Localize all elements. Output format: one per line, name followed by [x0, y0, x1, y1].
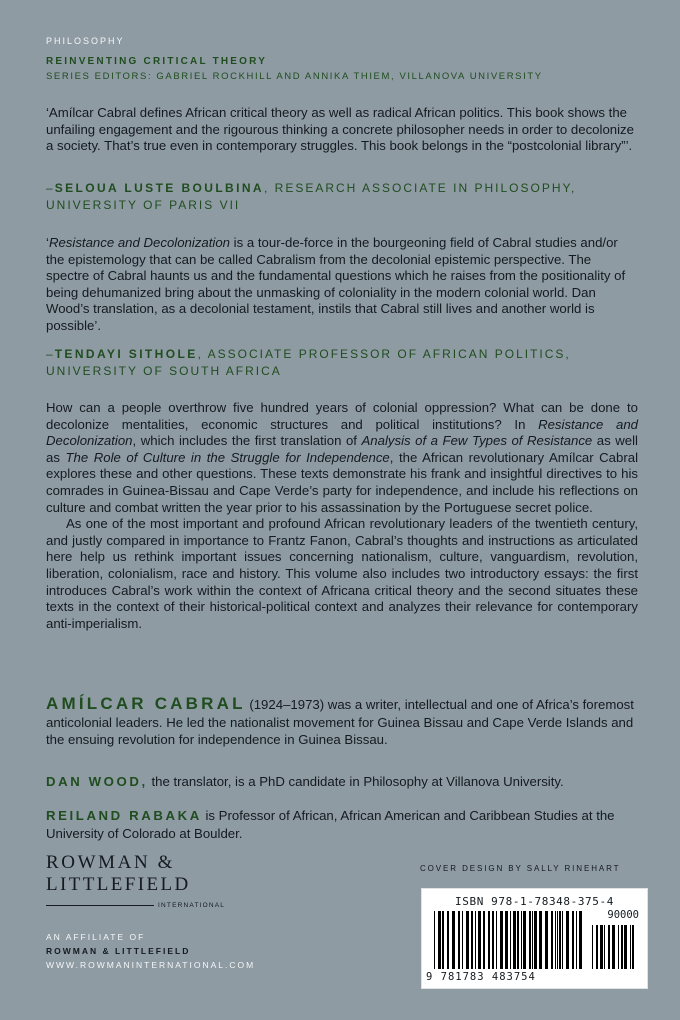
author-bio-cabral: [46, 695, 638, 749]
endorser-affiliation: , RESEARCH ASSOCIATE IN PHILOSOPHY, UNIVERSITY OF PARIS VII: [46, 181, 577, 212]
barcode-bar: [500, 911, 503, 969]
publisher-website[interactable]: WWW.ROWMANINTERNATIONAL.COM: [46, 960, 256, 970]
barcode-bar: [452, 911, 455, 969]
barcode-bar: [462, 911, 463, 969]
publisher-affiliation: [46, 930, 255, 972]
barcode-bar: [492, 911, 494, 969]
barcode-bar: [608, 925, 610, 969]
barcode-bar: [447, 911, 449, 969]
barcode-bar: [510, 911, 511, 969]
description-paragraph-1: How can a people overthrow five hundred years of colonial oppression? What can be done to decolonize mentalities, economic structures and political institutions? In Resistance and Decolonization, which includes the first translation of Analysis of a Few Types of Resistance as well as The Role of Culture in the Struggle for Independence, the African revolutionary Amílcar Cabral explores these and other questions. These texts demonstrate his frank and insightful directives to his comrades in Guinea-Bissau and Cape Verde’s party for independence, and include his reflections on culture and combat written the year prior to his assassination by the Portuguese secret police.: [46, 400, 639, 515]
barcode-bar: [618, 925, 619, 969]
affiliate-name: ROWMAN & LITTLEFIELD: [46, 946, 191, 956]
barcode-bar: [576, 911, 577, 969]
logo-rule: [46, 905, 154, 906]
barcode-bar: [545, 911, 548, 969]
barcode-bar: [632, 925, 634, 969]
endorsement-attribution-1: –SELOUA LUSTE BOULBINA, RESEARCH ASSOCIATE IN PHILOSOPHY, UNIVERSITY OF PARIS VII: [46, 181, 577, 212]
barcode-bar: [621, 925, 623, 969]
barcode-bar: [513, 911, 516, 969]
barcode-bar: [555, 911, 556, 969]
category-label: PHILOSOPHY: [46, 36, 125, 46]
barcode-bar: [572, 911, 574, 969]
barcode-bar: [532, 911, 533, 969]
quote-open-mark: ‘: [46, 235, 49, 250]
barcode-bar: [534, 911, 537, 969]
book-description: [46, 400, 638, 632]
barcode-bar: [483, 911, 485, 969]
barcode-bar: [596, 925, 598, 969]
barcode-bar: [600, 925, 603, 969]
barcode-bar: [551, 911, 553, 969]
isbn-barcode: [421, 888, 648, 989]
bio-name: AMÍLCAR CABRAL: [46, 694, 246, 713]
barcode-bar: [521, 911, 522, 969]
series-title: REINVENTING CRITICAL THEORY: [46, 56, 268, 67]
barcode-bar: [559, 911, 561, 969]
barcode-bar: [562, 911, 563, 969]
publisher-line-1: ROWMAN &: [46, 852, 175, 873]
quote-body: is a tour-de-force in the bourgeoning field of Cabral studies and/or the epistemology that can be called Cabralism from the decolonial epistemic perspective. The spectre of Cabral haunts us and the fundamental questions which he raises from the positionality of being dehumanized bring about the unmasking of coloniality in the modern colonial world. Dan Wood’s translation, as a decolonial testament, instils that Cabral still lives and another world is possible’.: [46, 235, 626, 333]
isbn-text: ISBN 978-1-78348-375-4: [455, 895, 614, 908]
barcode-bar: [471, 911, 473, 969]
barcode-bar: [624, 925, 627, 969]
publisher-intl: INTERNATIONAL: [158, 901, 226, 909]
barcode-bar: [592, 925, 593, 969]
barcode-bar: [604, 925, 605, 969]
price-addon: 90000: [607, 909, 639, 921]
barcode-digits: 9 781783 483754: [426, 971, 536, 983]
barcode-bar: [523, 911, 526, 969]
endorser-name: SELOUA LUSTE BOULBINA: [54, 181, 264, 195]
barcode-bar: [478, 911, 481, 969]
editor-bio-rabaka: [46, 807, 638, 842]
barcode-bar: [517, 911, 519, 969]
cover-design-credit: COVER DESIGN BY SALLY RINEHART: [420, 864, 621, 873]
bio-name: REILAND RABAKA: [46, 808, 202, 823]
barcode-bar: [630, 925, 631, 969]
barcode-bar: [434, 911, 435, 969]
bio-text: is Professor of African, African American and Caribbean Studies at the University of Colorado at Boulder.: [46, 808, 615, 841]
barcode-bar: [529, 911, 531, 969]
bio-text: the translator, is a PhD candidate in Philosophy at Villanova University.: [147, 774, 564, 789]
endorser-affiliation: , ASSOCIATE PROFESSOR OF AFRICAN POLITICS, UNIVERSITY OF SOUTH AFRICA: [46, 347, 571, 378]
barcode-bar: [475, 911, 476, 969]
barcode-bar: [458, 911, 460, 969]
publisher-line-2: LITTLEFIELD: [46, 874, 191, 895]
barcode-bar: [442, 911, 444, 969]
series-editors: SERIES EDITORS: GABRIEL ROCKHILL AND ANNIKA THIEM, VILLANOVA UNIVERSITY: [46, 71, 543, 82]
barcode-bar: [438, 911, 441, 969]
endorsement-quote-2: [46, 235, 638, 335]
endorsement-quote-1: ‘Amílcar Cabral defines African critical theory as well as radical African politics. This book shows the unfailing engagement and the rigourous thinking a concrete philosopher needs in order to decolonize a society. That’s true even in contemporary struggles. This book belongs in the “postcolonial library”’.: [46, 105, 634, 154]
translator-bio-wood: [46, 773, 638, 791]
barcode-bar: [566, 911, 569, 969]
bio-name: DAN WOOD,: [46, 774, 148, 789]
barcode-bars: [434, 911, 584, 971]
barcode-bar: [612, 925, 615, 969]
barcode-bar: [557, 911, 558, 969]
barcode-bar: [496, 911, 497, 969]
endorsement-attribution-2: –TENDAYI SITHOLE, ASSOCIATE PROFESSOR OF AFRICAN POLITICS, UNIVERSITY OF SOUTH AFRICA: [46, 347, 571, 378]
bio-text: (1924–1973) was a writer, intellectual and one of Africa’s foremost anticolonial leaders. He led the nationalist movement for Guinea Bissau and Cape Verde Islands and the ensuing revolution for independence in Guinea Bissau.: [46, 697, 634, 747]
barcode-bar: [505, 911, 508, 969]
affiliate-label: AN AFFILIATE OF: [46, 932, 146, 942]
description-paragraph-2: As one of the most important and profound African revolutionary leaders of the twentieth century, and justly compared in importance to Frantz Fanon, Cabral’s thoughts and instructions as articulated here help us rethink important issues concerning nationalism, culture, vanguardism, revolution, liberation, colonialism, race and history. This volume also includes two introductory essays: the first introduces Cabral’s work within the context of Africana critical theory and the second situates these texts in the context of their historical-political context and analyzes their relevance for contemporary anti-imperialism.: [46, 516, 638, 631]
book-title: Resistance and Decolonization: [48, 235, 231, 250]
barcode-bar: [466, 911, 469, 969]
barcode-bar: [488, 911, 490, 969]
barcode-bar: [579, 911, 582, 969]
addon-bars: [592, 925, 638, 983]
endorser-name: TENDAYI SITHOLE: [54, 347, 198, 361]
barcode-bar: [539, 911, 542, 969]
publisher-logo: [46, 852, 225, 914]
